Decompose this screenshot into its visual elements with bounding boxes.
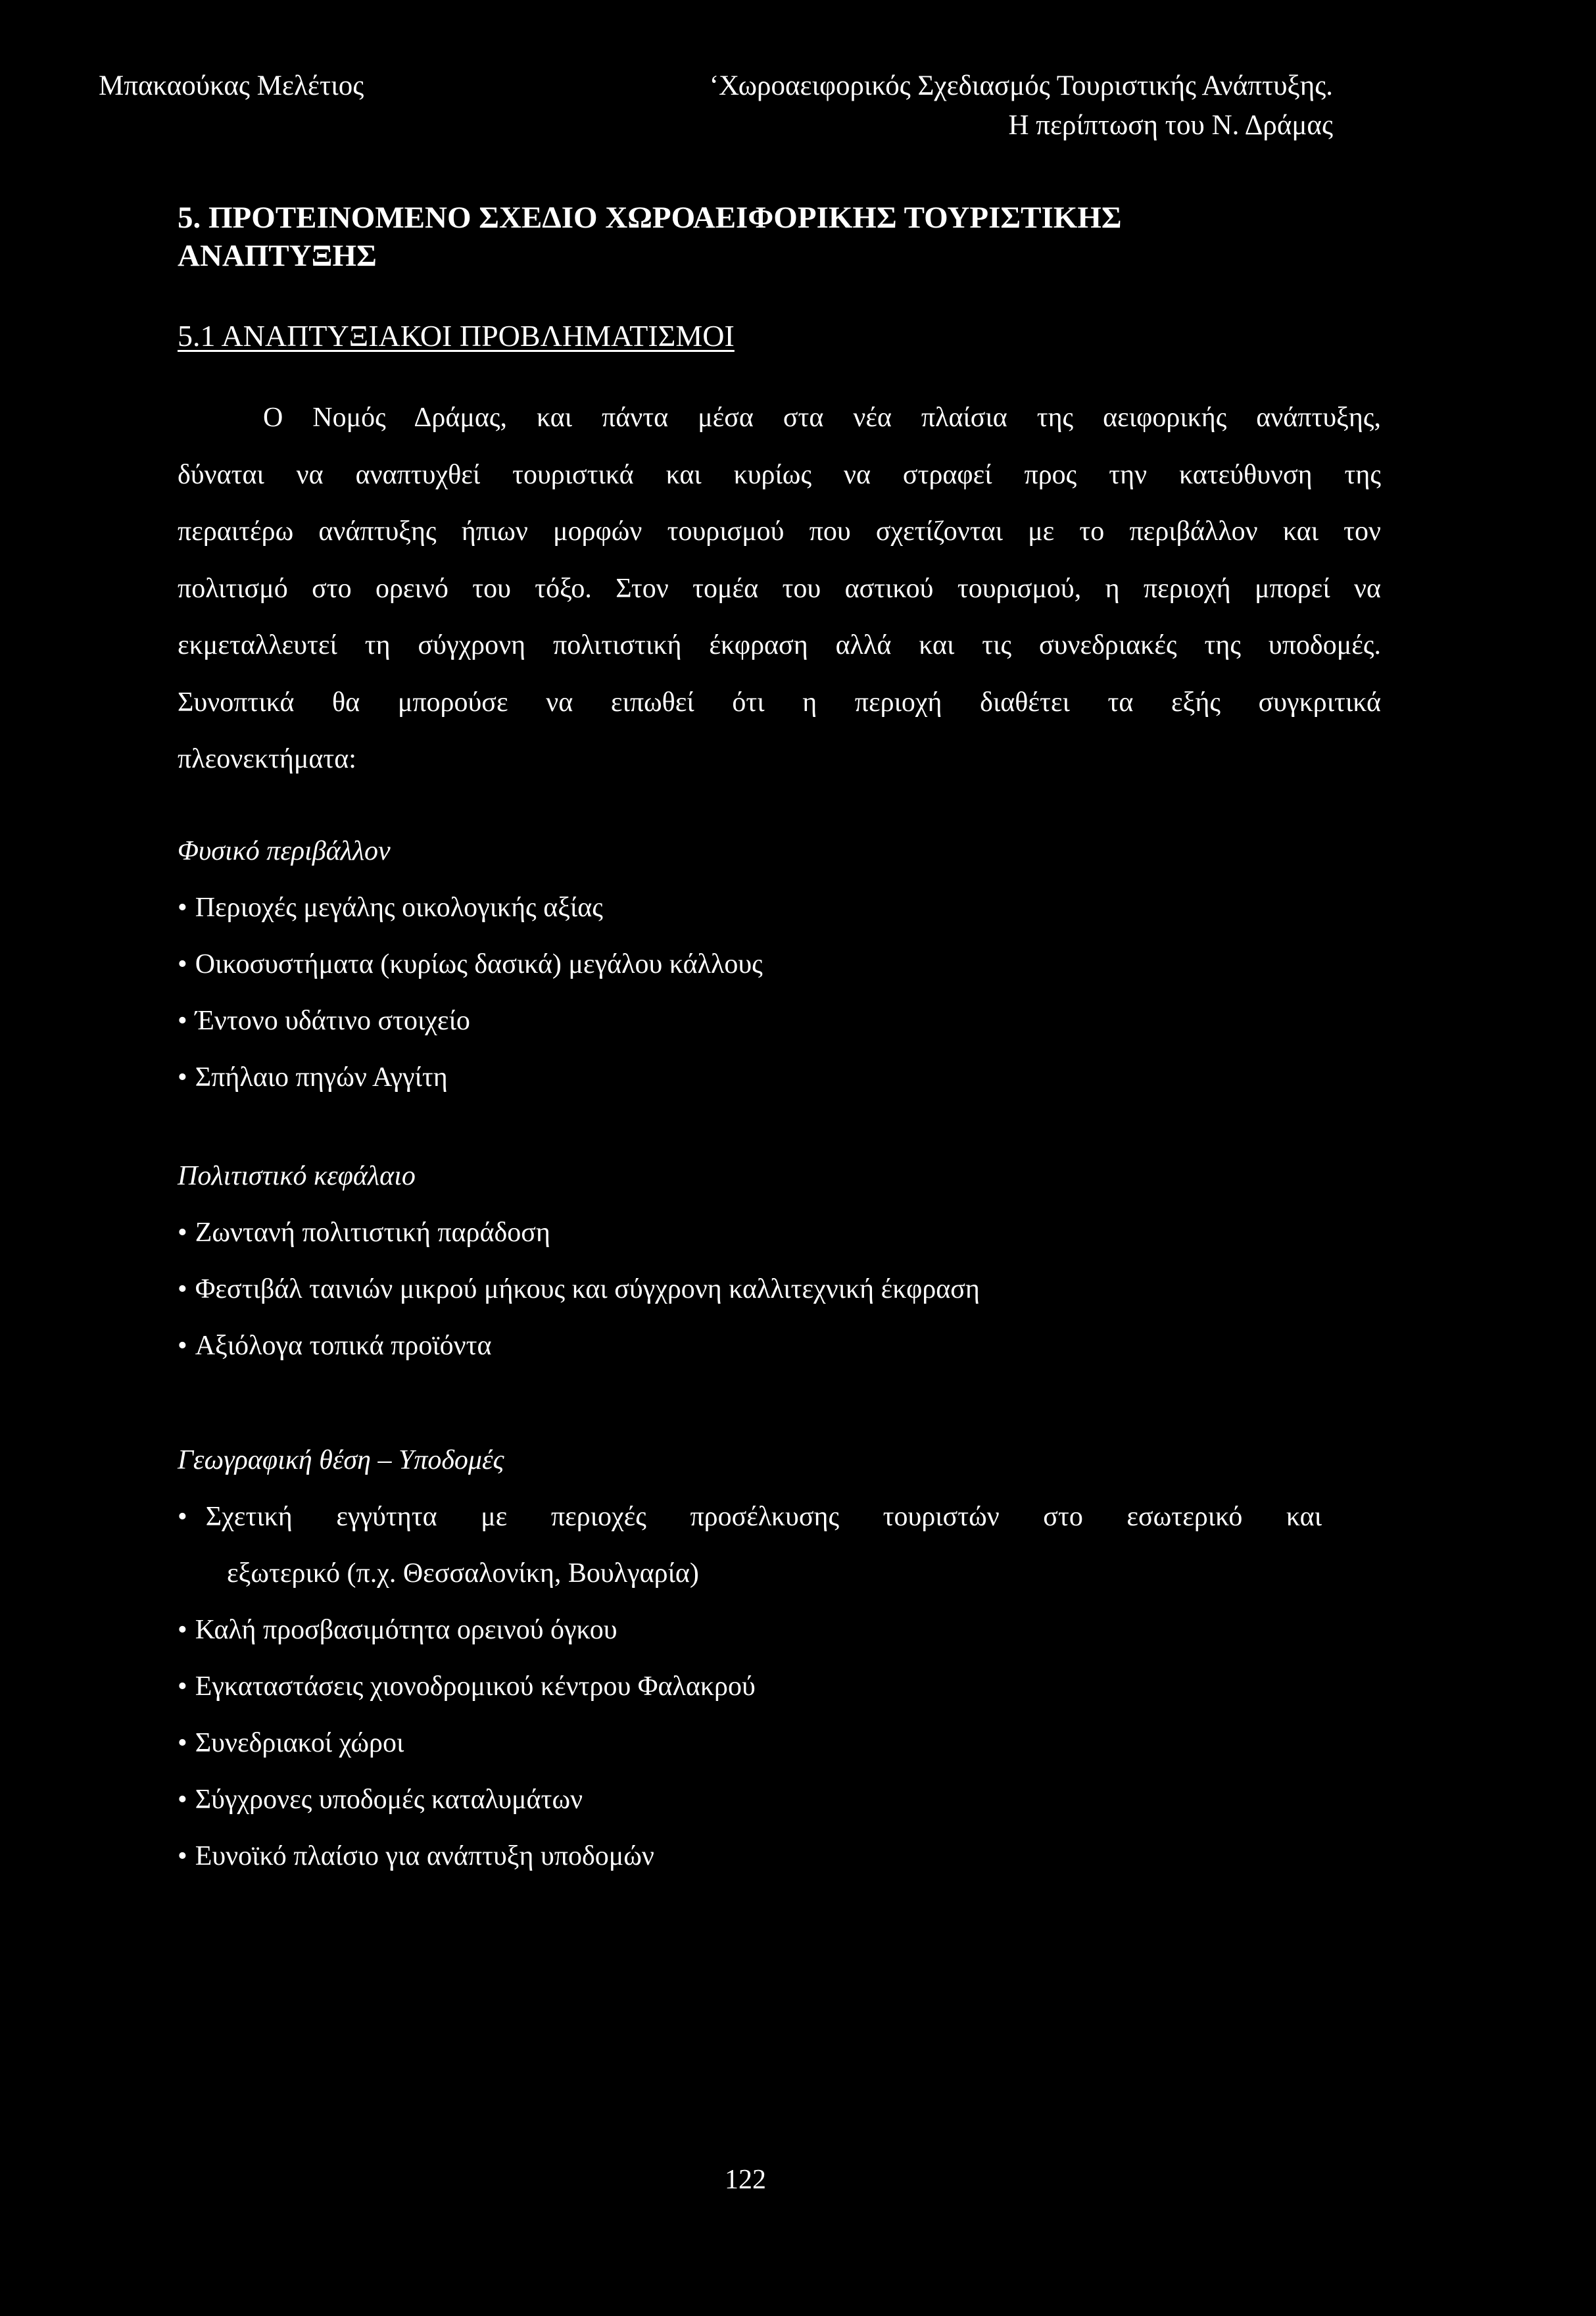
list-item-text: Ζωντανή πολιτιστική παράδοση — [195, 1218, 550, 1248]
bullet: • — [178, 1274, 187, 1304]
intro-line: Ο Νομός Δράμας, και πάντα μέσα στα νέα πλαίσια της αειφορικής ανάπτυξης, — [263, 403, 1381, 433]
header-title-line1: ‘Χωροαειφορικός Σχεδιασμός Τουριστικής Ανάπτυξης. — [709, 70, 1333, 101]
bullet: • — [178, 1006, 187, 1036]
list-item-text: Σπήλαιο πηγών Αγγίτη — [195, 1062, 448, 1093]
intro-line: περαιτέρω ανάπτυξης ήπιων μορφών τουρισμού που σχετίζονται με το περιβάλλον και τον — [178, 516, 1381, 547]
list-item-continuation: εξωτερικό (π.χ. Θεσσαλονίκη, Βουλγαρία) — [227, 1558, 699, 1589]
page-number: 122 — [725, 2165, 766, 2195]
list-item-text: Αξιόλογα τοπικά προϊόντα — [195, 1331, 492, 1361]
bullet: • — [178, 949, 187, 979]
intro-line: Συνοπτικά θα μπορούσε να ειπωθεί ότι η περιοχή διαθέτει τα εξής συγκριτικά — [178, 687, 1381, 718]
group-heading-natural: Φυσικό περιβάλλον — [178, 836, 391, 866]
bullet: • — [178, 893, 187, 923]
chapter-title-line1: 5. ΠΡΟΤΕΙΝΟΜΕΝΟ ΣΧΕΔΙΟ ΧΩΡΟΑΕΙΦΟΡΙΚΗΣ ΤΟΥΡΙΣΤΙΚΗΣ — [178, 201, 1122, 235]
bullet: • — [178, 1062, 187, 1093]
header-author: Μπακαούκας Μελέτιος — [99, 70, 364, 101]
list-item-text: Σύγχρονες υποδομές καταλυμάτων — [195, 1785, 583, 1815]
list-item — [178, 1273, 980, 1305]
list-item — [178, 1330, 492, 1362]
list-item — [178, 1840, 654, 1872]
intro-line: δύναται να αναπτυχθεί τουριστικά και κυρίως να στραφεί προς την κατεύθυνση της — [178, 459, 1381, 490]
list-item — [178, 892, 603, 924]
list-item-text: Ευνοϊκό πλαίσιο για ανάπτυξη υποδομών — [195, 1841, 654, 1871]
intro-line: πλεονεκτήματα: — [178, 744, 356, 774]
bullet: • — [178, 1785, 187, 1815]
intro-line: πολιτισμό στο ορεινό του τόξο. Στον τομέα του αστικού τουρισμού, η περιοχή μπορεί να — [178, 573, 1381, 604]
list-item — [178, 949, 763, 980]
bullet: • — [178, 1218, 187, 1248]
list-item — [178, 1217, 550, 1248]
list-item — [178, 1005, 470, 1037]
list-item-text: Καλή προσβασιμότητα ορεινού όγκου — [195, 1615, 617, 1645]
bullet: • — [178, 1502, 187, 1532]
bullet: • — [178, 1671, 187, 1702]
group-heading-geography: Γεωγραφική θέση – Υποδομές — [178, 1445, 504, 1475]
bullet: • — [178, 1841, 187, 1871]
intro-paragraph — [178, 389, 1381, 788]
list-item-text: Φεστιβάλ ταινιών μικρού μήκους και σύγχρονη καλλιτεχνική έκφραση — [195, 1274, 980, 1304]
header-title-line2: Η περίπτωση του Ν. Δράμας — [1008, 110, 1333, 141]
list-item-text: Εγκαταστάσεις χιονοδρομικού κέντρου Φαλακρού — [195, 1671, 756, 1702]
list-item — [178, 1062, 448, 1093]
list-item — [178, 1501, 1322, 1533]
list-item — [178, 1671, 756, 1702]
list-item-text: Οικοσυστήματα (κυρίως δασικά) μεγάλου κάλλους — [195, 949, 763, 979]
list-item-text: Έντονο υδάτινο στοιχείο — [195, 1006, 470, 1036]
list-item-text: Περιοχές μεγάλης οικολογικής αξίας — [195, 893, 603, 923]
list-item — [178, 1727, 404, 1759]
bullet: • — [178, 1615, 187, 1645]
chapter-title-line2: ΑΝΑΠΤΥΞΗΣ — [178, 239, 377, 273]
list-item-text: Σχετική εγγύτητα με περιοχές προσέλκυσης τουριστών στο εσωτερικό και — [205, 1502, 1322, 1532]
bullet: • — [178, 1728, 187, 1758]
list-item — [178, 1614, 617, 1646]
list-item-text: Συνεδριακοί χώροι — [195, 1728, 404, 1758]
group-heading-cultural: Πολιτιστικό κεφάλαιο — [178, 1161, 416, 1191]
intro-line: εκμεταλλευτεί τη σύγχρονη πολιτιστική έκφραση αλλά και τις συνεδριακές της υποδομές. — [178, 630, 1381, 660]
list-item — [178, 1784, 583, 1815]
section-title: 5.1 ΑΝΑΠΤΥΞΙΑΚΟΙ ΠΡΟΒΛΗΜΑΤΙΣΜΟΙ — [178, 319, 735, 353]
bullet: • — [178, 1331, 187, 1361]
